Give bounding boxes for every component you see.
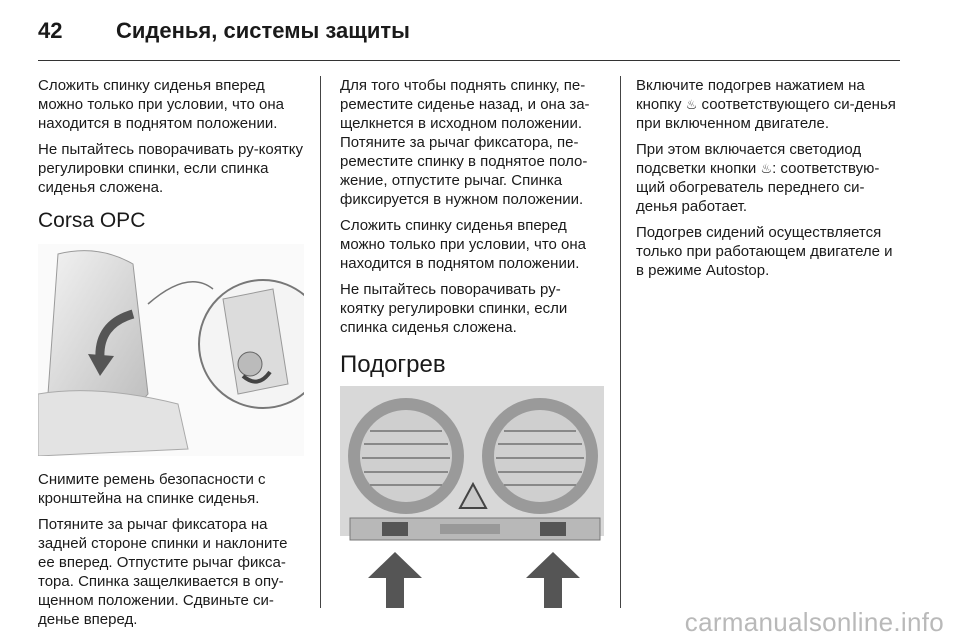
text-fragment: : соответствую-щий обогреватель переднего си-денья работает. [636, 160, 880, 215]
paragraph: Сложить спинку сиденья вперед можно только при условии, что она находится в поднятом положении. [38, 77, 284, 132]
text-fragment: Включите подогрев нажатием на кнопку [636, 77, 865, 113]
paragraph: Подогрев сидений осуществляется только при работающем двигателе и в режиме Autostop. [636, 224, 893, 279]
seat-heater-icon: ♨ [760, 161, 773, 176]
seat-heater-button-left [382, 522, 408, 536]
paragraph [636, 140, 904, 216]
section-heading-corsa-opc: Corsa OPC [38, 209, 146, 232]
watermark: carmanualsonline.info [684, 607, 944, 637]
paragraph: Сложить спинку сиденья вперед можно только при условии, что она находится в поднятом положении. [340, 217, 586, 272]
header-divider [38, 60, 900, 61]
paragraph: Не пытайтесь поворачивать ру-коятку регулировки спинки, если спинка сиденья сложена. [38, 141, 303, 196]
paragraph: Снимите ремень безопасности с кронштейна на спинке сиденья. [38, 471, 266, 507]
page-title: Сиденья, системы защиты [116, 18, 410, 43]
seat-heater-button-right [540, 522, 566, 536]
text-fragment: соответствующего си-денья при включенном двигателе. [636, 96, 896, 132]
paragraph: Потяните за рычаг фиксатора на задней стороне спинки и наклоните ее вперед. Отпустите рычаг фикса-тора. Спинка защелкивается в опу-щенном положении. Сдвиньте си-денье вперед. [38, 516, 288, 628]
dashboard-heater-buttons-illustration [340, 386, 604, 608]
column-3 [636, 76, 904, 287]
paragraph: Не пытайтесь поворачивать ру-коятку регулировки спинки, если спинка сиденья сложена. [340, 281, 568, 336]
paragraph [636, 76, 904, 133]
column-divider [620, 76, 621, 608]
seat-heater-icon: ♨ [685, 97, 698, 112]
page-number: 42 [38, 18, 63, 43]
column-2 [340, 76, 604, 622]
paragraph: Для того чтобы поднять спинку, пе-реместите сиденье назад, и она за-щелкнется в исходном положении. Потяните за рычаг фиксатора, пе-реместите спинку в поднятое поло-жение, отпустите рычаг. Спинка фиксируется в нужном положении. [340, 77, 590, 208]
text-fragment: При этом включается светодиод подсветки кнопки [636, 141, 862, 177]
column-divider [320, 76, 321, 608]
column-1 [38, 76, 308, 636]
section-heading-heating: Подогрев [340, 351, 446, 378]
seat-fold-illustration [38, 244, 308, 456]
